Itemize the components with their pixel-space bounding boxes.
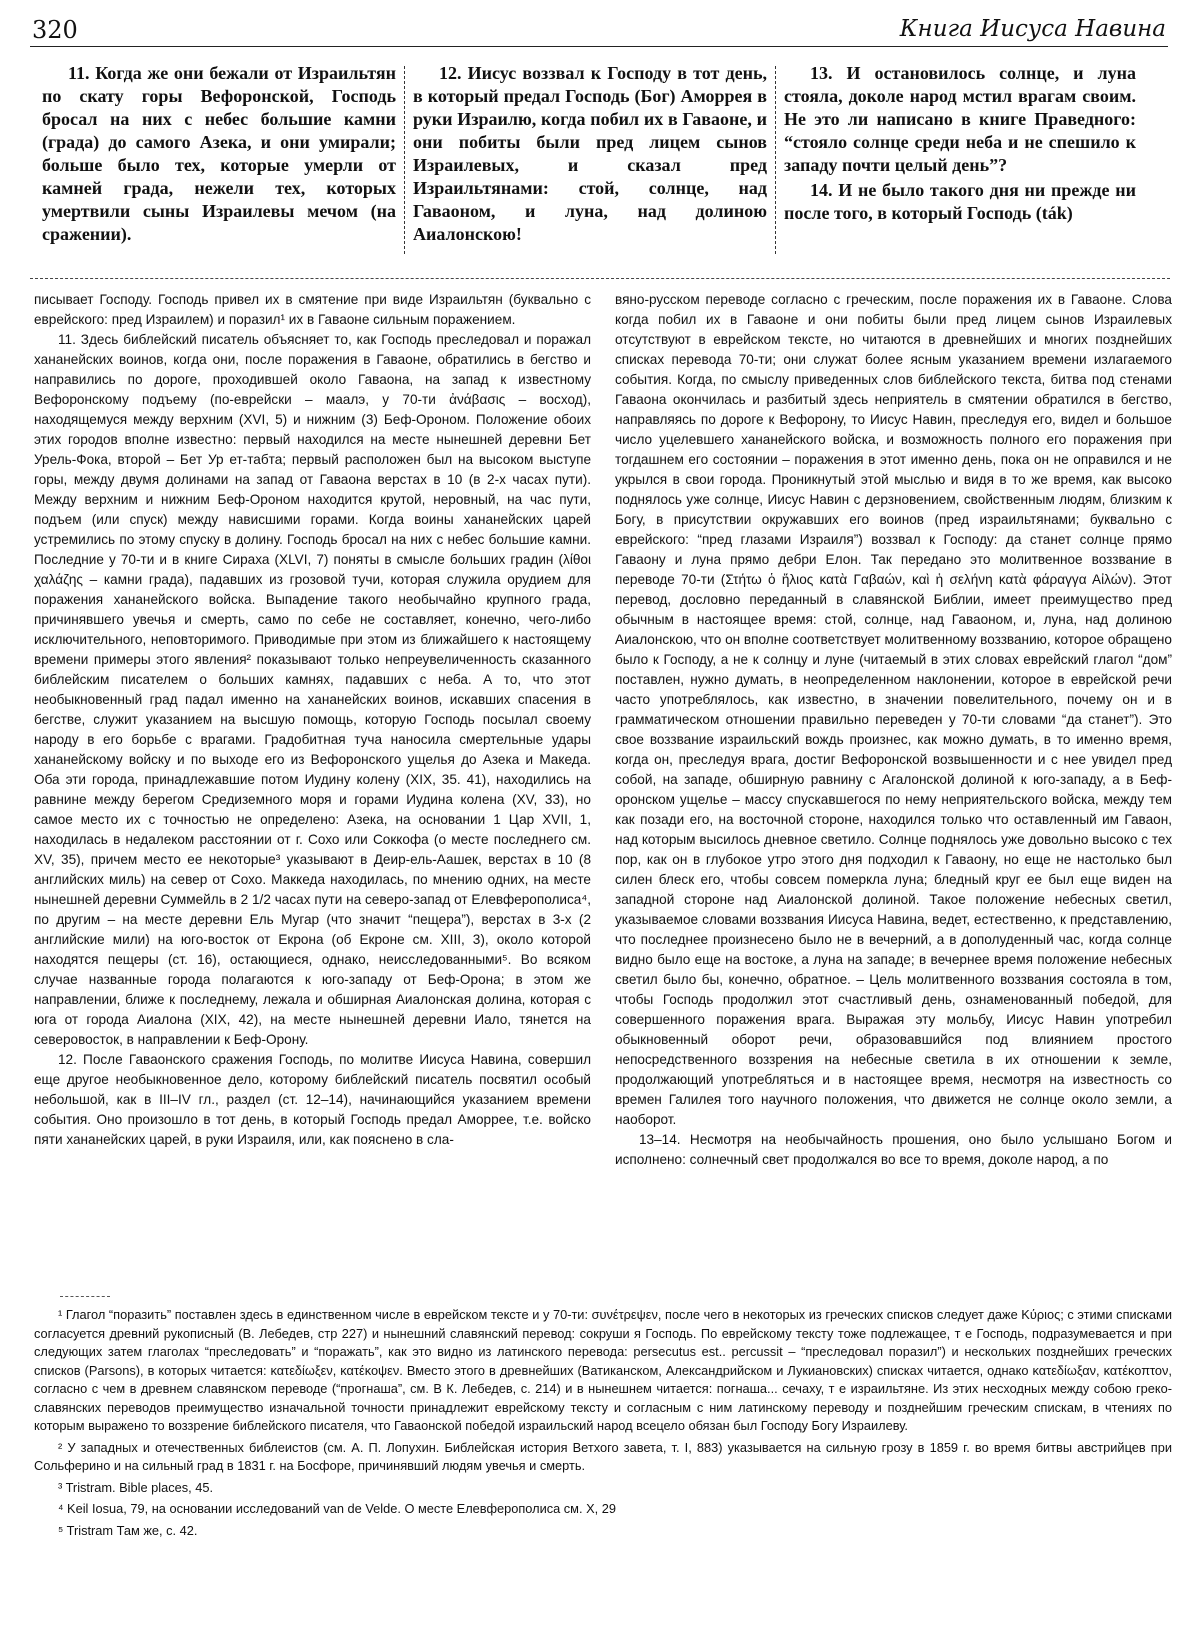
page-header bbox=[30, 16, 1168, 47]
running-title: Книга Иисуса Навина bbox=[899, 16, 1166, 42]
footnotes bbox=[34, 1306, 1172, 1543]
footnote: ⁴ Keil Iosua, 79, на основании исследований van de Velde. О месте Елевферополиса см. Х, 29 bbox=[58, 1501, 616, 1516]
footnote: ³ Tristram. Bible places, 45. bbox=[58, 1479, 214, 1495]
verse-13-14 bbox=[776, 62, 1144, 274]
page-number: 320 bbox=[32, 16, 78, 44]
commentary-left-column bbox=[34, 290, 591, 1290]
commentary-paragraph: писывает Господу. Господь привел их в смятение при виде Израильтян (буквально с еврейского: пред Израилем) и поразил¹ их в Гаваоне сильным поражением. bbox=[34, 292, 591, 327]
verse-text: 13. И остановилось солнце, и луна стояла, доколе народ мстил врагам своим. Не это ли написано в книге Праведного: “стояло солнце среди неба и не спешило к западу почти целый день”? bbox=[784, 63, 1136, 175]
footnote: ¹ Глагол “поразить” поставлен здесь в единственном числе в еврейском тексте и у 70-ти: συνέτρεψεν, после чего в некоторых из греческих списков следует даже Κύριος; с этими списками согласуется древний рукописный (В. Лебедев, стр 227) и нынешний славянский перевод: сокруши я Господь. По еврейскому тексту тоже подлежащее, т е Господь, подразумевается и при следующих затем глаголах “преследовать” и “поражать”, как это видно из латинского перевода: persecutus est.. percussit – “преследовал поразил”) и нескольких позднейших греческих списков (Parsons), в которых читается: κατεδίωξεν, κατέκοψεν. Вместо этого в древнейших (Ватиканском, Александрийском и Лукиановских) списках читается, однако κατεδίωξαν, κατέκοπτον, согласно с чем в древнем славянском переводе (“прогнаша”, см. В К. Лебедев, с. 214) и в нынешнем читается: погнаша... сечаху, т е израильтяне. Из этих несходных между собою греко-славянских переводов преимущество изначальной точности принадлежит еврейскому тексту и согласным с ним латинскому переводу и позднейшим греческим спискам, в чтениях по которым выражено то воззрение библейского писателя, что Гаваонской победой израильский народ всецело обязан был Господу Богу Израилеву. bbox=[34, 1307, 1172, 1433]
bible-verses bbox=[34, 62, 1170, 274]
verses-divider bbox=[30, 278, 1170, 279]
footnote: ² У западных и отечественных библеистов (см. А. П. Лопухин. Библейская история Ветхого завета, т. I, 883) указывается на сильную грозу в 1859 г. во время битвы австрийцев при Сольферино и на сильный град в 1831 г. на Босфоре, причинявший людям увечья и смерть. bbox=[34, 1439, 1172, 1473]
commentary-right-column bbox=[615, 290, 1172, 1290]
verse-text: 11. Когда же они бежали от Израильтян по скату горы Вефоронской, Господь бросал на них с небес большие камни (града) до самого Азека, и они умирали; больше было тех, которые умерли от камней града, нежели тех, которых умертвили сыны Израилевы мечом (на сражении). bbox=[42, 63, 396, 244]
verse-text: 14. И не было такого дня ни прежде ни после того, в который Господь (ták) bbox=[784, 180, 1136, 223]
commentary-paragraph: 13–14. Несмотря на необычайность прошения, оно было услышано Богом и исполнено: солнечный свет продолжался во все то время, доколе народ, а по bbox=[615, 1132, 1172, 1167]
commentary-paragraph: 12. После Гаваонского сражения Господь, по молитве Иисуса Навина, совершил еще другое необыкновенное дело, которому библейский писатель посвятил особый небольшой, как в III–IV гл., раздел (ст. 12–14), начинающийся указанием времени события. Оно произошло в тот день, в который Господь предал Аморрее, т.е. войско пяти хананейских царей, в руки Израиля, или, как пояснено в сла- bbox=[34, 1052, 591, 1147]
verse-12 bbox=[405, 62, 775, 274]
footnotes-divider bbox=[60, 1296, 110, 1297]
footnote: ⁵ Tristram Там же, с. 42. bbox=[58, 1522, 198, 1538]
verse-11 bbox=[34, 62, 404, 274]
commentary bbox=[34, 290, 1172, 1290]
commentary-paragraph: вяно-русском переводе согласно с греческим, после поражения их в Гаваоне. Слова когда побил их в Гаваоне и они побиты были пред лицем сынов Израилевых отсутствуют в еврейском тексте, но читаются в древнейших и многих позднейших списках перевода 70-ти; они служат более ясным указанием времени излагаемого события. Когда, по смыслу приведенных слов библейского текста, битва под стенами Гаваона окончилась и разбитый здесь неприятель в смятении обратился в бегство, направляясь по дороге к Вефорону, то Иисус Навин, преследуя его, видел и большое число уцелевшего хананейского войска, и возможность полного его поражения при тогдашнем его состоянии – поражения в этот именно день, пока он не оправился и не укрылся в свои города. Проникнутый этой мыслью и видя в то же время, как высоко поднялось уже солнце, Иисус Навин с дерзновением, свойственным людям, близким к Богу, в присутствии окружавших его воинов (пред израильтянами; буквально с еврейского: “пред глазами Израиля”) воззвал к Господу: да станет солнце прямо Гаваону и луна прямо дебри Елон. Так передано это молитвенное воззвание в переводе 70-ти (Στήτω ὁ ἥλιος κατὰ Γαβαών, καὶ ἡ σελήνη κατὰ φάραγγα Αἰλών). Этот перевод, дословно переданный в славянской Библии, имеет преимущество пред обычным в настоящее время: стой, солнце, над Гаваоном, и, луна, над долиною Аиалонскою, что он вполне соответствует молитвенному воззванию, которое обращено было к Господу, а не к солнцу и луне (читаемый в этих словах еврейский глагол “дом” поставлен, нужно думать, в неопределенном наклонении, которое в еврейской речи часто употреблялось, как известно, в значении повелительного, почему он и в грамматическом отношении правильно переведен у 70-ти словами “да станет”). Это свое воззвание израильский вождь произнес, как можно думать, в то именно время, когда он, преследуя врага, достиг Вефоронской возвышенности и с нее увидел пред собой, на западе, обширную равнину с Агалонской долиной к юго-западу, а в Беф-оронском ущелье – массу спускавшегося по нему неприятельского войска, между тем как позади его, на восточной стороне, находился только что оставленный им Гаваон, над которым высилось дневное светило. Солнце поднялось уже довольно высоко с тех пор, как он в глубокое утро этого дня подходил к Гаваону, но еще не настолько был силен блеск его, чтобы совсем померкла луна; бледный круг ее был еще виден на западной стороне над Аиалонской долиной. Такое положение небесных светил, указываемое словами воззвания Иисуса Навина, ведет, естественно, к представлению, что последнее произнесено было не в вечерний, а в дополуденный час, когда солнце видно было еще на востоке, а луна на западе; в вечернее время положение небесных светил было бы, конечно, обратное. – Цель молитвенного воззвания состояла в том, чтобы Господь продолжил этот счастливый день, ознаменованный победой, для совершенного поражения врага. Выражая эту мольбу, Иисус Навин употребил обыкновенный оборот речи, образовавшийся под влиянием простого непосредственного воззрения на небесные светила в их отношении к земле, продолжающий употребляться и в настоящее время, несмотря на известность со времен Галилея того научного положения, что движется не солнце около земли, а наоборот. bbox=[615, 292, 1172, 1127]
verse-text: 12. Иисус воззвал к Господу в тот день, в который предал Господь (Бог) Аморрея в руки Израилю, когда побил их в Гаваоне, и они побиты были пред лицем сынов Израилевых, и сказал пред Израильтянами: стой, солнце, над Гаваоном, и луна, над долиною Аиалонскою! bbox=[413, 63, 767, 244]
commentary-paragraph: 11. Здесь библейский писатель объясняет то, как Господь преследовал и поражал хананейских воинов, когда они, после поражения в Гаваоне, обратились в бегство и направились по дороге, проходившей около Гаваона, на запад к известному Вефоронскому подъему (по-еврейски – маалэ, у 70-ти ἀνάβασις – восход), находящемуся между верхним (XVI, 5) и нижним (3) Беф-Ороном. Положение обоих этих городов вполне известно: первый находился на месте нынешней деревни Бет Урель-Фока, второй – Бет Ур ет-табта; первый расположен был на высоком выступе горы, между двумя долинами на запад от Гаваона верстах в 10 (в 2-х часах пути). Между верхним и нижним Беф-Ороном находится крутой, неровный, на час пути, подъем (или спуск) между нависшими горами. Когда воины хананейских царей устремились по этому спуску в долину. Господь бросал на них с небес большие камни. Последние у 70-ти и в книге Сираха (XLVI, 7) поняты в смысле больших градин (λίθοι χαλάζης – камни града), падавших из грозовой тучи, которая служила орудием для поражения хананейского войска. Выпадение такого необычайно крупного града, причинявшего увечья и смерть, само по себе не составляет, конечно, чего-либо исключительного, неповторимого. Приводимые при этом из ближайшего к настоящему времени примеры этого явления² показывают только непреувеличенность сказанного библейским писателем о больших камнях, падавших с неба. А то, что этот необыкновенный град падал именно на хананейских воинов, искавших спасения в бегстве, служит указанием на высшую помощь, которую Господь посылал своему народу в его борьбе с врагами. Градобитная туча наносила смертельные удары хананейскому войску и по выходе его из Вефоронского ущелья до Азека и Македа. Оба эти города, принадлежавшие потом Иудину колену (XIX, 35. 41), находились на равнине между берегом Средиземного моря и горами Иудина колена (XV, 33), но самое место их с точностью не определено: Азека, на основании 1 Цар XVII, 1, находилась в недалеком расстоянии от г. Сохо или Соккофа (о месте последнего см. XV, 35), причем место ее некоторые³ указывают в Деир-ель-Аашек, верстах в 10 (8 английских миль) на север от Сохо. Маккеда находилась, по мнению одних, на месте нынешней деревни Суммейль в 2 1/2 часах пути на северо-запад от Елевферополиса⁴, по другим – на месте деревни Ель Мугар (что значит “пещера”), верстах в 3-х (2 английские мили) на юго-восток от Екрона (об Екроне см. XIII, 3), около которой находятся пещеры (ст. 16), остающиеся, однако, неисследованными⁵. Во всяком случае названные города полагаются к юго-западу от Беф-Орона; в этом же направлении, ближе к последнему, лежала и обширная Аиалонская долина, которая с юга от города Аиалона (XIX, 42), на месте нынешней деревни Иало, тянется на северовосток, в направлении к Беф-Орону. bbox=[34, 332, 591, 1047]
